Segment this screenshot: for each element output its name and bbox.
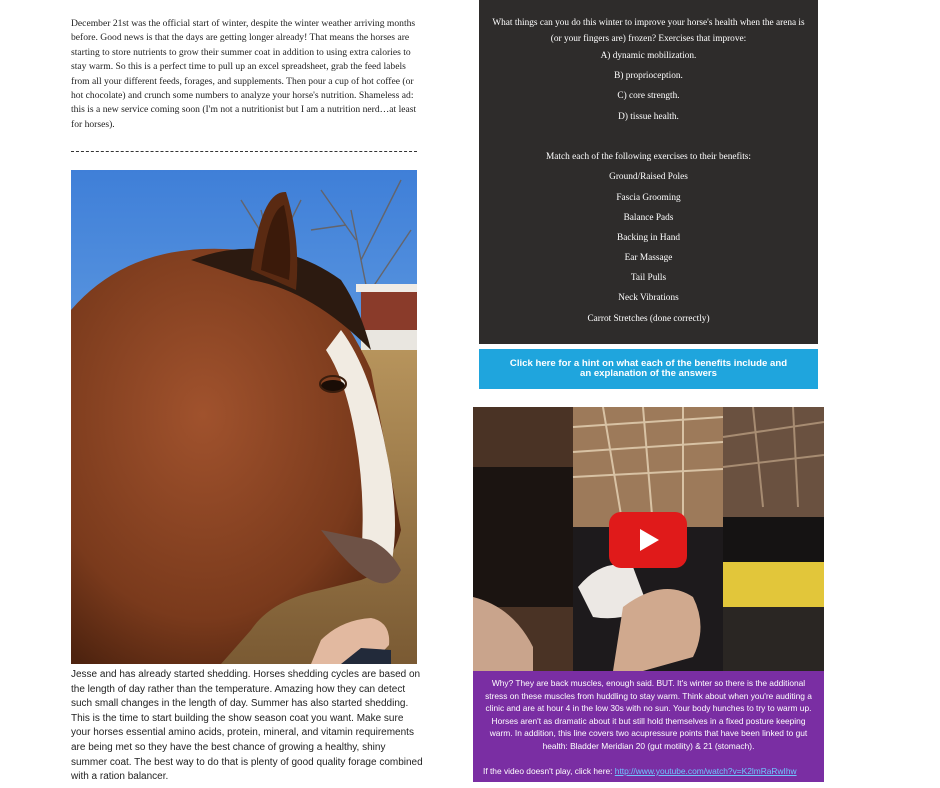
exercise-item: Ear Massage (624, 253, 673, 263)
benefit-item: D) tissue health. (618, 112, 679, 122)
fallback-line (483, 765, 797, 778)
video-description: Why? They are back muscles, enough said. BUT. It's winter so there is the additional stress on these muscles from huddling to stay warm. Think about when you're auditing a clinic and are at hour 4 in the low 30s with no sun. Your body hunches to try to warm up. Horses aren't as dramatic about it but still hold themselves in a fixed posture keeping warm. In addition, this line covers two acupressure points that have been linked to gut health: Bladder Meridian 20 (gut motility) & 21 (stomach). (485, 678, 812, 751)
exercise-item: Ground/Raised Poles (609, 172, 688, 182)
quiz-question: What things can you do this winter to improve your horse's health when the arena is (or your fingers are) frozen? Exercises that improve: (492, 18, 805, 44)
play-triangle (640, 529, 659, 551)
dashed-divider (71, 151, 417, 152)
benefit-item: A) dynamic mobilization. (600, 51, 697, 61)
exercise-item: Tail Pulls (630, 273, 667, 283)
benefit-item: B) proprioception. (614, 71, 683, 81)
article-intro: December 21st was the official start of winter, despite the winter weather arriving months before. Good news is that the days are getting longer already! That means the horses are starting to store nutrients to grow their summer coat in addition to using extra calories to stay warm. So this is a perfect time to pull up an excel spreadsheet, grab the feed labels from all your different feeds, forages, and supplements. Then pour a cup of hot coffee (or hot chocolate) and crunch some numbers to analyze your horse's nutrition. Shameless ad: this is a new service coming soon (I'm not a nutritionist but I am a nutrition nerd…at least for horses). (71, 18, 417, 130)
quiz-box (479, 0, 818, 344)
exercise-item: Fascia Grooming (616, 193, 681, 203)
video-player[interactable] (473, 407, 824, 671)
benefit-item: C) core strength. (617, 91, 680, 101)
exercise-item: Backing in Hand (617, 233, 680, 243)
video-link[interactable]: http://www.youtube.com/watch?v=K2lmRaRwIhw (614, 766, 797, 776)
video-description-box (473, 671, 824, 782)
exercise-item: Carrot Stretches (done correctly) (587, 314, 710, 324)
photo-caption: Jesse and has already started shedding. Horses shedding cycles are based on the length of day rather than the temperature. Amazing how they can detect such small changes in the length of day. Summer has also started shedding. This is the time to start building the show season coat you want. Make sure your horses essential amino acids, protein, mineral, and vitamin requirements are being met so they have the best chance of growing a healthy, shiny summer coat. The best way to do that is plenty of good quality forage combined with a ration balancer. (71, 669, 423, 783)
fallback-label: If the video doesn't play, click here: (483, 766, 613, 776)
play-icon[interactable] (609, 512, 687, 568)
horse-photo (71, 170, 417, 664)
exercise-item: Balance Pads (623, 213, 674, 223)
exercise-item: Neck Vibrations (618, 293, 679, 303)
match-prompt: Match each of the following exercises to their benefits: (546, 152, 751, 162)
hint-button[interactable]: Click here for a hint on what each of the benefits include and an explanation of the answers (479, 349, 818, 389)
